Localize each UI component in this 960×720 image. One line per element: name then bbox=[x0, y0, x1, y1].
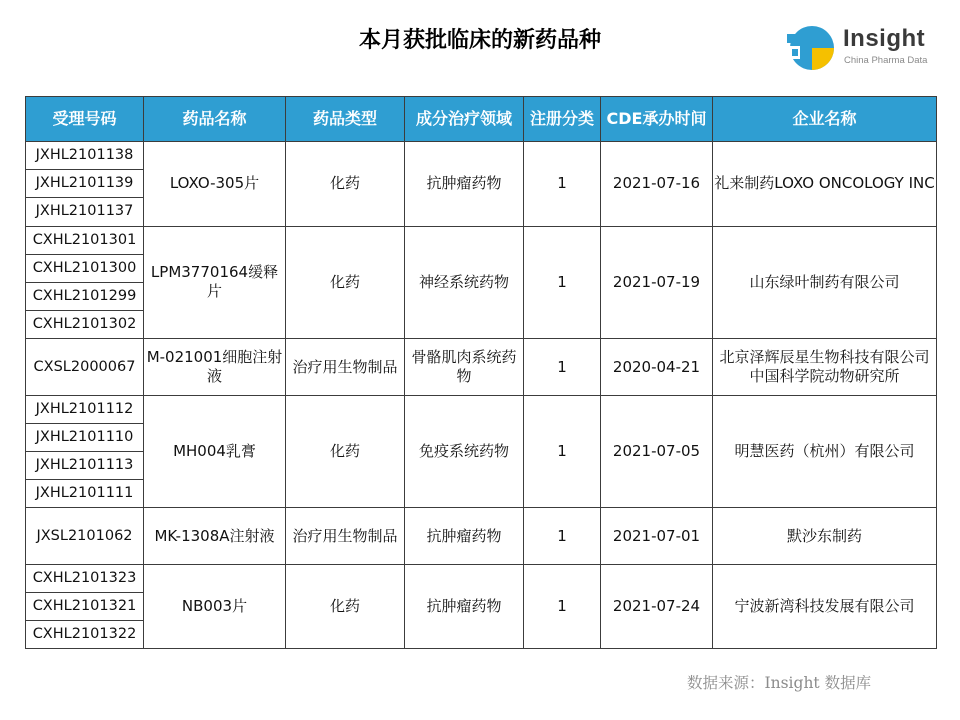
application-no-cell: JXSL2101062 bbox=[26, 508, 144, 564]
table-row bbox=[26, 564, 937, 592]
application-no-cell: CXHL2101301 bbox=[26, 226, 144, 254]
application-no-cell: JXHL2101139 bbox=[26, 170, 144, 198]
cde-date-cell: 2021-07-01 bbox=[601, 508, 713, 564]
drug-type-cell: 化药 bbox=[286, 395, 405, 508]
table-header-row bbox=[26, 97, 937, 142]
therapeutic-area-cell: 抗肿瘤药物 bbox=[405, 564, 524, 649]
registration-class-cell: 1 bbox=[524, 339, 601, 395]
company-cell: 默沙东制药 bbox=[713, 508, 937, 564]
application-no-cell: JXHL2101111 bbox=[26, 480, 144, 508]
drug-type-cell: 化药 bbox=[286, 226, 405, 339]
application-no-cell: CXHL2101299 bbox=[26, 282, 144, 310]
col-header-company: 企业名称 bbox=[713, 97, 937, 142]
application-no-cell: CXHL2101322 bbox=[26, 621, 144, 649]
company-cell: 北京泽辉辰星生物科技有限公司 中国科学院动物研究所 bbox=[713, 339, 937, 395]
company-cell: 礼来制药LOXO ONCOLOGY INC bbox=[713, 142, 937, 227]
table-body bbox=[26, 142, 937, 649]
drug-name-cell: MK-1308A注射液 bbox=[144, 508, 286, 564]
drug-name-cell: MH004乳膏 bbox=[144, 395, 286, 508]
table-row bbox=[26, 508, 937, 564]
application-no-cell: CXHL2101321 bbox=[26, 593, 144, 621]
application-no-cell: CXHL2101323 bbox=[26, 564, 144, 592]
application-no-cell: JXHL2101113 bbox=[26, 452, 144, 480]
page-title: 本月获批临床的新药品种 bbox=[358, 28, 601, 53]
cde-date-cell: 2021-07-16 bbox=[601, 142, 713, 227]
therapeutic-area-cell: 免疫系统药物 bbox=[405, 395, 524, 508]
registration-class-cell: 1 bbox=[524, 142, 601, 227]
col-header-therapeutic-area: 成分治疗领域 bbox=[405, 97, 524, 142]
drug-name-cell: NB003片 bbox=[144, 564, 286, 649]
cde-date-cell: 2021-07-24 bbox=[601, 564, 713, 649]
drug-type-cell: 治疗用生物制品 bbox=[286, 508, 405, 564]
therapeutic-area-cell: 骨骼肌肉系统药物 bbox=[405, 339, 524, 395]
company-cell: 山东绿叶制药有限公司 bbox=[713, 226, 937, 339]
table-row bbox=[26, 142, 937, 170]
application-no-cell: CXSL2000067 bbox=[26, 339, 144, 395]
table-row bbox=[26, 395, 937, 423]
therapeutic-area-cell: 抗肿瘤药物 bbox=[405, 508, 524, 564]
insight-logo-mark-icon bbox=[786, 22, 838, 72]
col-header-cde-date: CDE承办时间 bbox=[601, 97, 713, 142]
application-no-cell: JXHL2101110 bbox=[26, 423, 144, 451]
data-source-note: 数据来源：Insight 数据库 bbox=[687, 674, 872, 692]
col-header-application-no: 受理号码 bbox=[26, 97, 144, 142]
col-header-registration-class: 注册分类 bbox=[524, 97, 601, 142]
application-no-cell: CXHL2101302 bbox=[26, 311, 144, 339]
drug-type-cell: 化药 bbox=[286, 564, 405, 649]
logo-wordmark: Insight bbox=[843, 25, 926, 52]
therapeutic-area-cell: 神经系统药物 bbox=[405, 226, 524, 339]
table-row bbox=[26, 339, 937, 395]
registration-class-cell: 1 bbox=[524, 226, 601, 339]
application-no-cell: JXHL2101137 bbox=[26, 198, 144, 226]
company-cell: 明慧医药（杭州）有限公司 bbox=[713, 395, 937, 508]
cde-date-cell: 2020-04-21 bbox=[601, 339, 713, 395]
drug-name-cell: LOXO-305片 bbox=[144, 142, 286, 227]
therapeutic-area-cell: 抗肿瘤药物 bbox=[405, 142, 524, 227]
application-no-cell: CXHL2101300 bbox=[26, 254, 144, 282]
col-header-drug-type: 药品类型 bbox=[286, 97, 405, 142]
application-no-cell: JXHL2101112 bbox=[26, 395, 144, 423]
col-header-drug-name: 药品名称 bbox=[144, 97, 286, 142]
drug-type-cell: 治疗用生物制品 bbox=[286, 339, 405, 395]
registration-class-cell: 1 bbox=[524, 508, 601, 564]
drug-type-cell: 化药 bbox=[286, 142, 405, 227]
drug-name-cell: M-021001细胞注射液 bbox=[144, 339, 286, 395]
registration-class-cell: 1 bbox=[524, 564, 601, 649]
drug-table bbox=[25, 96, 937, 649]
drug-name-cell: LPM3770164缓释片 bbox=[144, 226, 286, 339]
insight-logo bbox=[786, 22, 946, 72]
registration-class-cell: 1 bbox=[524, 395, 601, 508]
company-cell: 宁波新湾科技发展有限公司 bbox=[713, 564, 937, 649]
application-no-cell: JXHL2101138 bbox=[26, 142, 144, 170]
logo-tagline: China Pharma Data bbox=[844, 55, 928, 66]
table-row bbox=[26, 226, 937, 254]
cde-date-cell: 2021-07-19 bbox=[601, 226, 713, 339]
cde-date-cell: 2021-07-05 bbox=[601, 395, 713, 508]
